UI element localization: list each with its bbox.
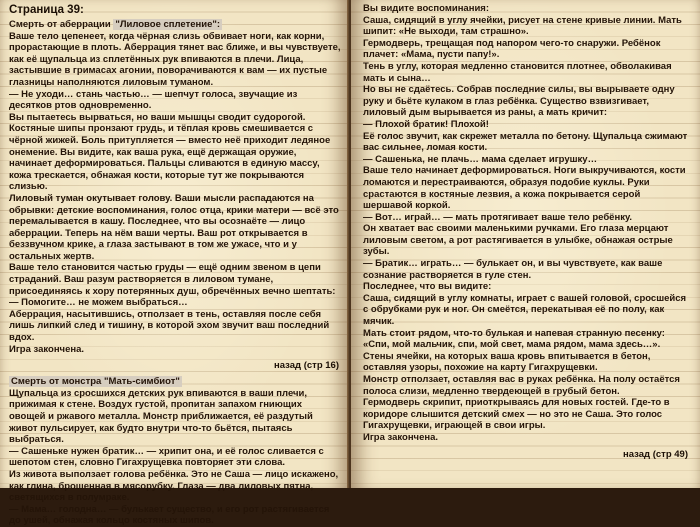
story-paragraph: — Не уходи… стань частью… — шепчут голоса, звучащие из десятков ртов одновременно. <box>9 88 298 112</box>
story-paragraph: — Братик… играть… — булькает он, и вы чувствуете, как ваше сознание растворяется в гуле стен. <box>363 258 663 281</box>
section-heading-aberration <box>9 19 341 31</box>
game-over-text: Игра закончена. <box>9 343 85 355</box>
section-heading-symbiote-text: Смерть от монстра "Мать-симбиот" <box>11 376 180 388</box>
story-paragraph: Стены ячейки, на которых ваша кровь впитывается в бетон, оставляя узоры, похожие на карту Гигахрущевки. <box>363 350 651 374</box>
back-link-page-16[interactable]: назад (стр 16) <box>274 360 339 372</box>
story-paragraph: Последнее, что вы видите: <box>363 281 492 293</box>
story-paragraph: Из живота выползает голова ребёнка. Это не Саша — лицо искажено, как глина, брошенная в мясорубку. Глаза — два лиловых пятна, светящихся в полумраке. <box>9 468 339 504</box>
story-paragraph: — Плохой братик! Плохой! <box>363 118 489 130</box>
story-paragraph: Ваше тело цепенеет, когда чёрная слизь обвивает ноги, как корни, прорастающие в плоть. Аберрация тянет вас ближе, и вы чувствуете, как её щупальца из сплетённых рук впиваются в плечи. Лица, застывшие в гримасах агонии, поворачиваются к вам — их пустые глазницы наполняются лиловым туманом. <box>9 30 341 88</box>
story-paragraph: Лиловый туман окутывает голову. Ваши мысли распадаются на обрывки: детские воспоминания, голос отца, крики матери — всё это перемалывается в кашу. Последнее, что вы осознаёте — лицо аберрации. Теперь на нём ваши черты. Ваш рот открывается в беззвучном крике, а глаза застывают в том же ужасе, что и у остальных жертв. <box>9 192 339 262</box>
story-paragraph: Её голос звучит, как скрежет металла по бетону. Щупальца сжимают вас сильнее, ломая кости. <box>363 130 688 154</box>
story-paragraph: Тень в углу, которая медленно становится плотнее, обволакивая мать и сына… <box>363 60 672 84</box>
story-paragraph: Аберрация, насытившись, отползает в тень, оставляя после себя лишь липкий след и тишину, в которой эхом звучит ваш последний вдох. <box>9 308 330 344</box>
section-heading-highlight: "Лиловое сплетение": <box>115 19 221 30</box>
right-page <box>351 0 700 488</box>
story-paragraph: Мать стоит рядом, что-то булькая и напевая странную песенку: «Спи, мой мальчик, спи, мой свет, мама рядом, мама здесь…». <box>363 327 665 351</box>
story-paragraph: Ваше тело начинает деформироваться. Ноги выкручиваются, кости ломаются и перестраиваются, образуя подобие куклы. Руки срастаются в костяные лезвия, а кожа покрывается серой шершавой коркой. <box>363 165 686 212</box>
story-paragraph: Вы видите воспоминания: <box>363 3 490 14</box>
story-paragraph: — Мама… голодна… — булькает существо, и его рот растягивается до ушей, обнажая кольцо костяных шипов. <box>9 503 330 527</box>
story-paragraph: Гермодверь скрипит, приоткрываясь для новых гостей. Где-то в коридоре слышится детский смех — но это не Саша. Это голос Гигахрущевки, играющей в свои игры. <box>363 397 670 432</box>
story-paragraph: Саша, сидящий в углу комнаты, играет с вашей головой, сросшейся с обрубками рук и ног. Он смеётся, перекатывая её по полу, как мячик. <box>363 292 687 328</box>
left-page <box>0 0 349 527</box>
story-paragraph: Саша, сидящий в углу ячейки, рисует на стене кривые линии. Мать шипит: «Не выходи, там страшно». <box>363 14 682 38</box>
section-heading-prefix: Смерть от аберрации <box>9 19 114 30</box>
section-heading-symbiote <box>9 376 341 388</box>
back-link-page-49[interactable]: назад (стр 49) <box>623 448 688 460</box>
story-paragraph: — Сашенька, не плачь… мама сделает игрушку… <box>363 153 598 165</box>
story-paragraph: Но вы не сдаётесь. Собрав последние силы, вы вырываете одну руку и бьёте кулаком в глаз ребёнка. Существо взвизгивает, лиловый дым вырывается из раны, а мать кричит: <box>363 84 675 119</box>
game-over-text: Игра закончена. <box>363 431 439 443</box>
story-paragraph: — Сашеньке нужен братик… — хрипит она, и её голос сливается с шепотом стен, словно Гигахрущевка повторяет эти слова. <box>9 445 324 469</box>
story-paragraph: — Помогите… не можем выбраться… <box>9 297 188 309</box>
page-title: Страница 39: <box>9 4 84 16</box>
story-paragraph: — Вот… играй… — мать протягивает ваше тело ребёнку. <box>363 211 633 223</box>
story-paragraph: Щупальца из сросшихся детских рук впиваются в ваши плечи, прижимая к стене. Воздух густой, пропитан запахом гниющих овощей и ржавого металла. Монстр приближается, её раздутый живот пульсирует, как будто внутри что-то бьётся, пытаясь выбраться. <box>9 387 313 446</box>
story-paragraph: Гермодверь, трещащая под напором чего-то снаружи. Ребёнок плачет: «Мама, пусти папу!». <box>363 37 661 61</box>
story-paragraph: Он хватает вас своими маленькими ручками. Его глаза мерцают лиловым светом, а рот растягивается в улыбке, обнажая острые зубы. <box>363 223 673 258</box>
story-paragraph: Ваше тело становится частью груды — ещё одним звеном в цепи страданий. Ваш разум растворяется в лиловом тумане, присоединяясь к хору потерянных душ, обречённых вечно шептать: <box>9 262 336 297</box>
story-paragraph: Монстр отползает, оставляя вас в руках ребёнка. На полу остаётся полоса слизи, медленно твердеющей в грубый бетон. <box>363 374 680 397</box>
story-paragraph: Вы пытаетесь вырваться, но ваши мышцы сводит судорогой. Костяные шипы пронзают грудь, и тёплая кровь смешивается с чёрной жижей. Боль притупляется — вместо неё приходит ледяное онемение. Вы видите, как ваша рука, ещё держащая оружие, начинает деформироваться. Пальцы сливаются в единую массу, кожа трескается, обнажая кости, которые тут же покрываются слизью. <box>9 111 331 193</box>
